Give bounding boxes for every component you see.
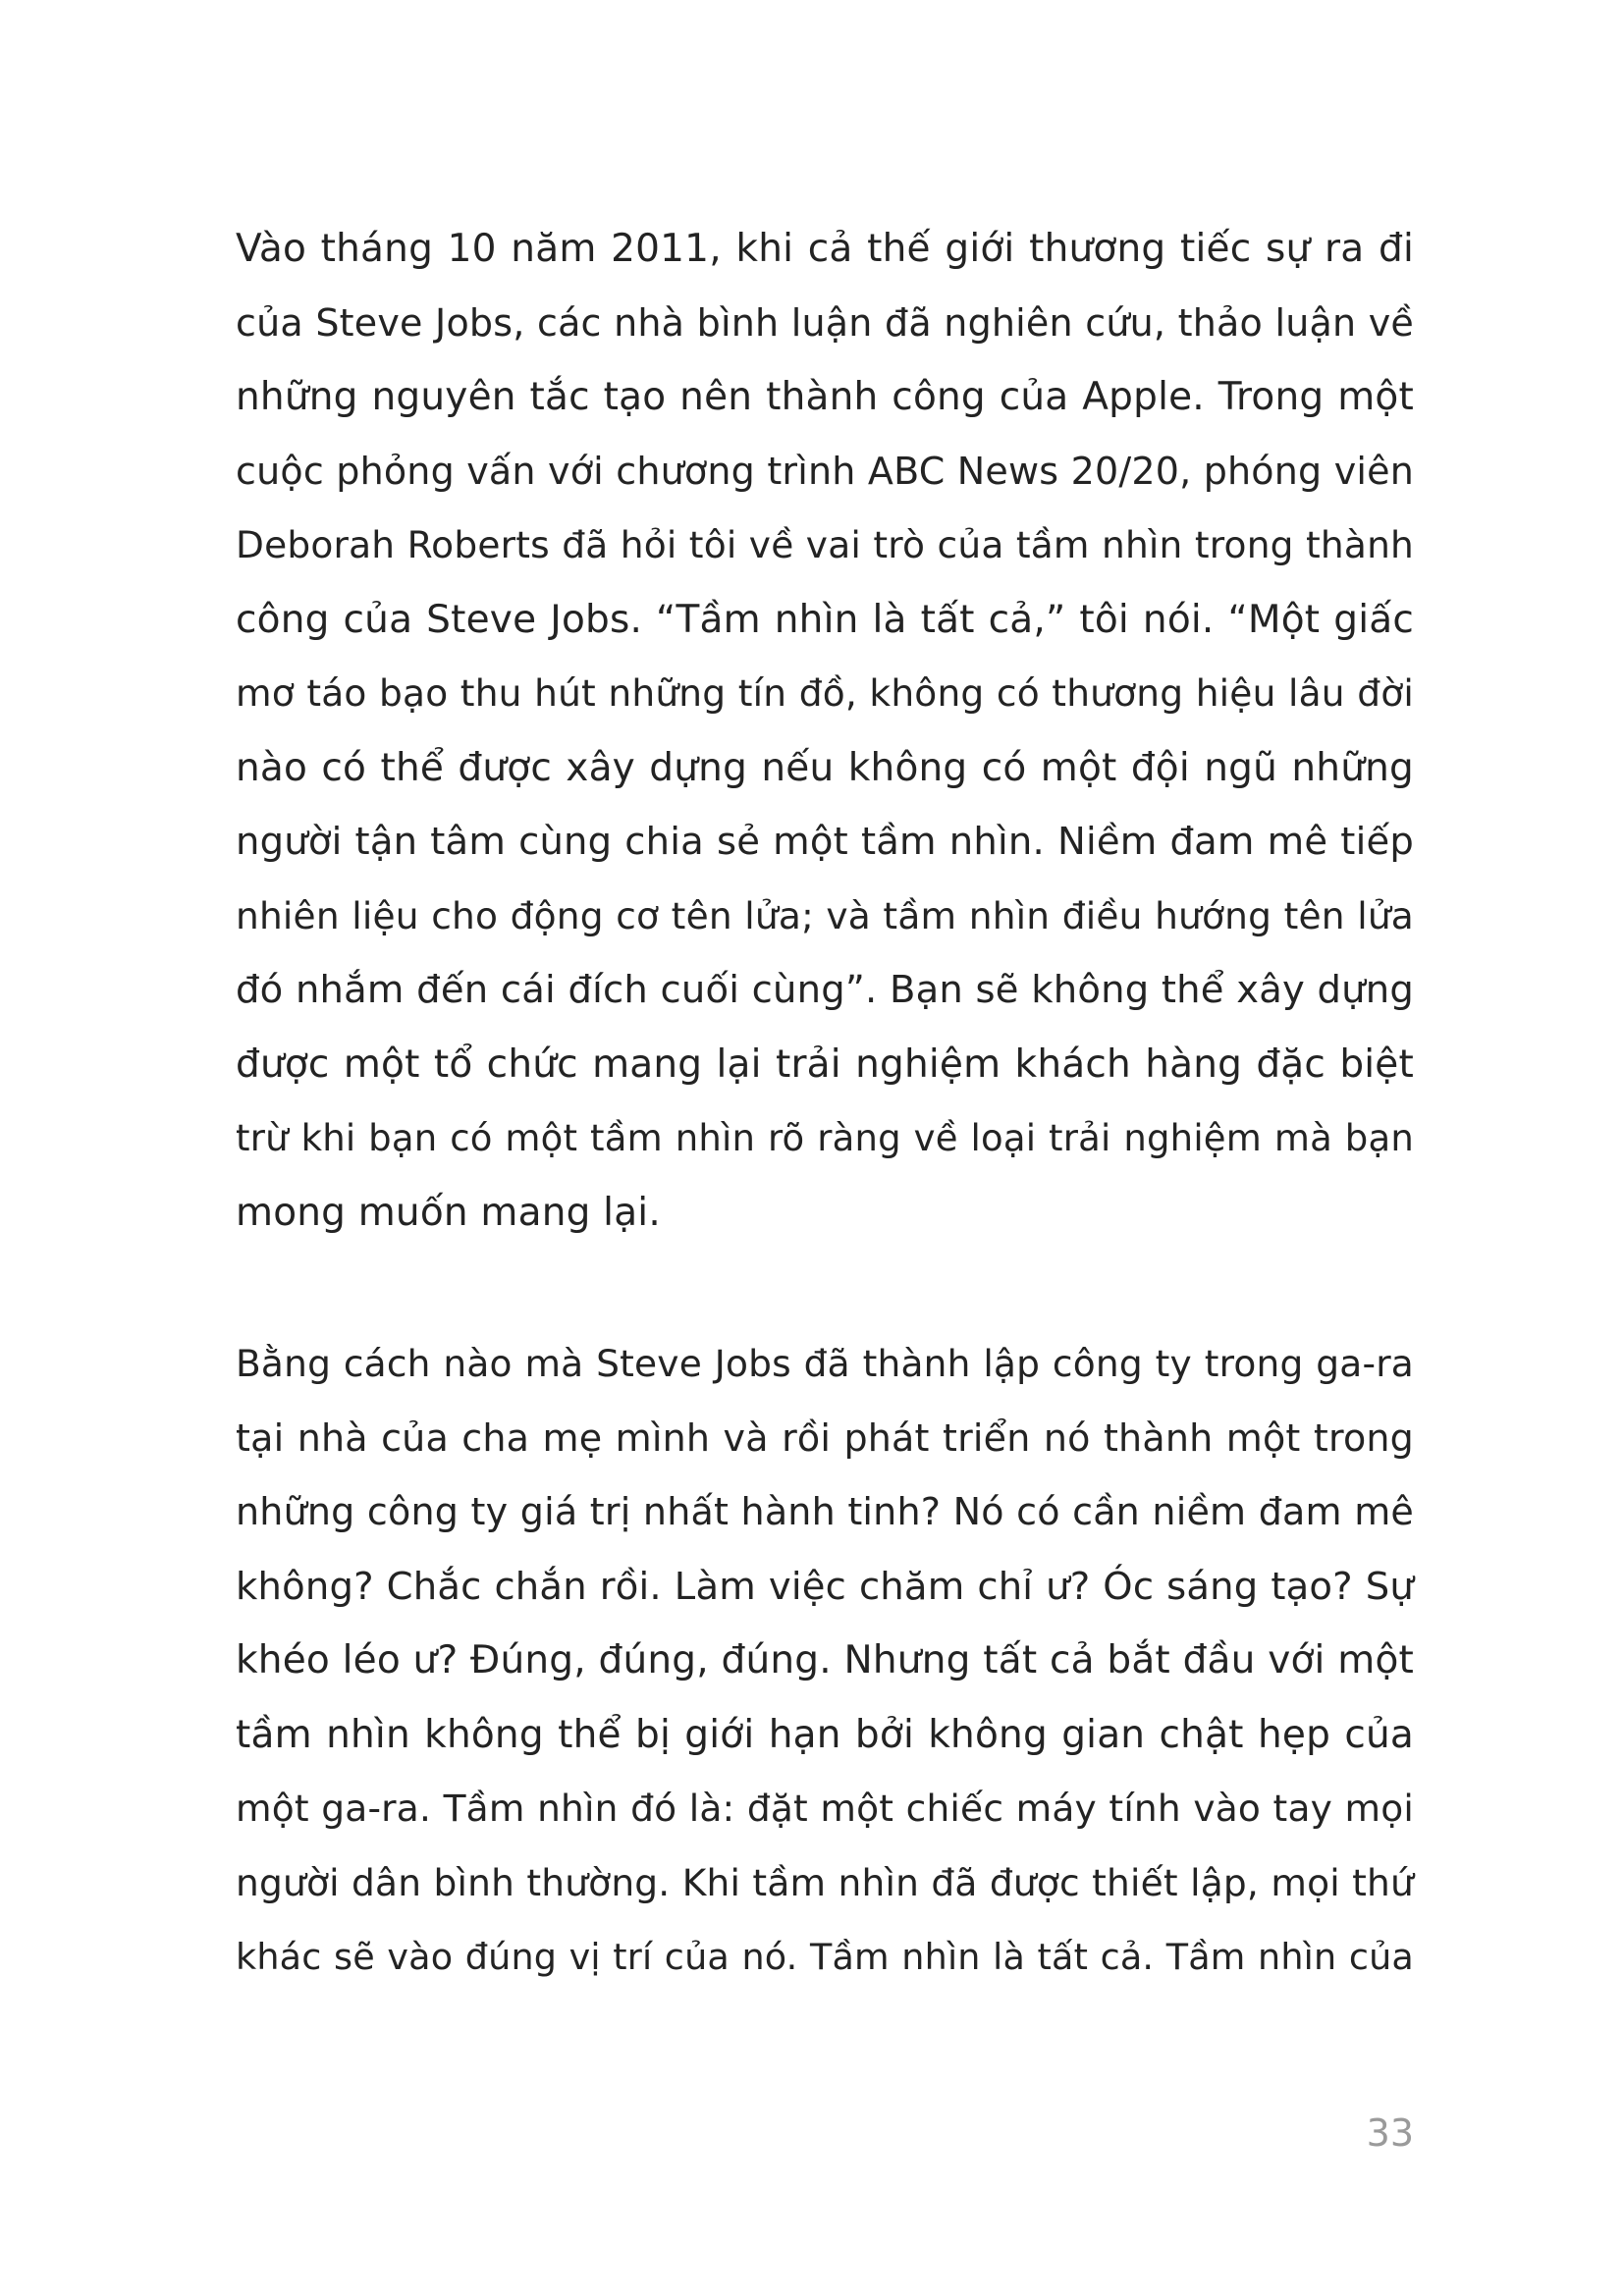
page-number: 33: [1366, 2111, 1414, 2155]
paragraph-1: [236, 212, 1414, 1250]
paragraph-line: mong muốn mang lại.: [236, 1190, 661, 1235]
paragraph-line: tại nhà của cha mẹ mình và rồi phát triển nó thành một trong: [236, 1415, 1414, 1460]
paragraph-line: trừ khi bạn có một tầm nhìn rõ ràng về loại trải nghiệm mà bạn: [236, 1117, 1414, 1159]
paragraph-line: không? Chắc chắn rồi. Làm việc chăm chỉ ư? Óc sáng tạo? Sự: [236, 1564, 1414, 1609]
paragraph-line: những nguyên tắc tạo nên thành công của Apple. Trong một: [236, 375, 1414, 419]
paragraph-line: đó nhắm đến cái đích cuối cùng”. Bạn sẽ không thể xây dựng: [236, 968, 1414, 1012]
paragraph-line: người dân bình thường. Khi tầm nhìn đã được thiết lập, mọi thứ: [236, 1860, 1414, 1904]
paragraph-line: công của Steve Jobs. “Tầm nhìn là tất cả,” tôi nói. “Một giấc: [236, 597, 1414, 642]
paragraph-line: tầm nhìn không thể bị giới hạn bởi không gian chật hẹp của: [236, 1712, 1414, 1757]
paragraph-line: khác sẽ vào đúng vị trí của nó. Tầm nhìn là tất cả. Tầm nhìn của: [236, 1936, 1414, 1978]
paragraph-line: của Steve Jobs, các nhà bình luận đã nghiên cứu, thảo luận về: [236, 300, 1414, 345]
paragraph-line: được một tổ chức mang lại trải nghiệm khách hàng đặc biệt: [236, 1041, 1414, 1087]
paragraph-line: khéo léo ư? Đúng, đúng, đúng. Nhưng tất cả bắt đầu với một: [236, 1638, 1414, 1682]
paragraph-2: [236, 1327, 1414, 1995]
paragraph-line: một ga-ra. Tầm nhìn đó là: đặt một chiếc máy tính vào tay mọi: [236, 1787, 1414, 1830]
paragraph-line: nào có thể được xây dựng nếu không có một đội ngũ những: [236, 745, 1414, 790]
paragraph-line: nhiên liệu cho động cơ tên lửa; và tầm nhìn điều hướng tên lửa: [236, 893, 1414, 937]
paragraph-line: những công ty giá trị nhất hành tinh? Nó có cần niềm đam mê: [236, 1490, 1414, 1533]
paragraph-line: Bằng cách nào mà Steve Jobs đã thành lập công ty trong ga-ra: [236, 1342, 1414, 1385]
paragraph-line: cuộc phỏng vấn với chương trình ABC News 20/20, phóng viên: [236, 449, 1414, 493]
paragraph-line: Vào tháng 10 năm 2011, khi cả thế giới thương tiếc sự ra đi: [236, 227, 1414, 271]
paragraph-line: Deborah Roberts đã hỏi tôi về vai trò của tầm nhìn trong thành: [236, 523, 1414, 566]
paragraph-line: mơ táo bạo thu hút những tín đồ, không có thương hiệu lâu đời: [236, 671, 1414, 715]
paragraph-line: người tận tâm cùng chia sẻ một tầm nhìn. Niềm đam mê tiếp: [236, 820, 1414, 864]
